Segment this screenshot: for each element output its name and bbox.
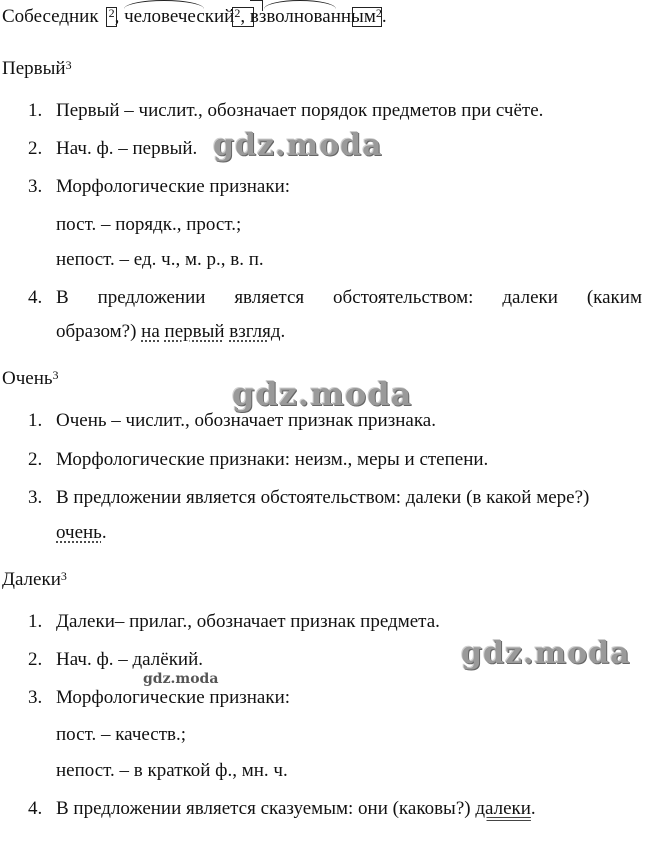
separator: , xyxy=(114,6,125,27)
list-item xyxy=(28,410,436,432)
superscript: 3 xyxy=(60,569,67,583)
item-text: В предложении является обстоятельством: далеки (в какой мере?) xyxy=(56,487,590,508)
item-number: 3. xyxy=(28,687,43,708)
underlined-word: взгляд xyxy=(229,321,281,342)
continuation-line xyxy=(56,522,107,544)
item-number: 2. xyxy=(28,449,43,470)
item-number: 3. xyxy=(28,176,43,197)
list-item xyxy=(28,611,440,633)
text: образом?) xyxy=(56,321,142,342)
sub-line: непост. – в краткой ф., мн. ч. xyxy=(56,760,288,781)
list-item xyxy=(28,138,197,160)
word: является xyxy=(234,287,305,308)
section-heading-ochen xyxy=(2,368,59,390)
item-number: 1. xyxy=(28,410,43,431)
underlined-word: первый xyxy=(164,321,225,342)
item-number: 4. xyxy=(28,798,43,819)
period: . xyxy=(280,321,286,342)
list-item xyxy=(28,100,543,122)
superscript: 2 xyxy=(108,6,115,20)
superscript: 2 xyxy=(234,6,241,20)
item-number: 2. xyxy=(28,649,43,670)
word: далеки xyxy=(502,287,558,308)
item-text: Морфологические признаки: неизм., меры и степени. xyxy=(56,449,489,470)
list-item xyxy=(28,687,290,709)
watermark-logo: gdz.moda xyxy=(213,128,383,163)
word-sobesednik xyxy=(2,6,99,28)
item-text: Далеки– прилаг., обозначает признак предмета. xyxy=(56,611,440,632)
underlined-word: далеки xyxy=(475,798,531,819)
sub-line: пост. – порядк., прост.; xyxy=(56,214,242,235)
continuation-line xyxy=(56,321,285,343)
item-text: Первый – числит., обозначает порядок предметов при счёте. xyxy=(56,100,544,121)
heading-text: Очень xyxy=(2,368,53,389)
item-number: 3. xyxy=(28,487,43,508)
word-text: человеческий xyxy=(124,6,235,27)
superscript: 2 xyxy=(375,6,382,20)
word: В xyxy=(56,287,69,308)
superscript: 3 xyxy=(52,368,59,382)
heading-text: Первый xyxy=(2,58,66,79)
period: . xyxy=(101,522,107,543)
sub-line: пост. – качеств.; xyxy=(56,724,187,745)
list-item xyxy=(28,649,203,671)
superscript: 3 xyxy=(65,58,72,72)
word: обстоятельством: xyxy=(333,287,474,308)
word-vzvolnovannym xyxy=(250,6,376,28)
period: . xyxy=(530,798,536,819)
heading-text: Далеки xyxy=(2,569,61,590)
item-text: Нач. ф. – далёкий. xyxy=(56,649,204,670)
list-item xyxy=(28,176,290,198)
item-text: Нач. ф. – первый. xyxy=(56,138,198,159)
item-number: 1. xyxy=(28,100,43,121)
item-text: Очень – числит., обозначает признак признака. xyxy=(56,410,436,431)
item-text: Морфологические признаки: xyxy=(56,176,291,197)
word: предложении xyxy=(97,287,206,308)
item-number: 1. xyxy=(28,611,43,632)
watermark-logo: gdz.moda xyxy=(232,375,413,413)
underlined-word: на xyxy=(141,321,160,342)
root-arc xyxy=(264,0,336,9)
section-heading-daleki xyxy=(2,569,67,591)
justified-line xyxy=(56,287,642,309)
sub-line: непост. – ед. ч., м. р., в. п. xyxy=(56,249,264,270)
word: (каким xyxy=(586,287,642,308)
separator: , xyxy=(240,6,250,27)
item-text: В предложении является сказуемым: они (каковы?) xyxy=(56,798,476,819)
word-chelovecheskiy xyxy=(124,6,234,28)
list-item-number xyxy=(28,287,56,309)
word-text: Собеседник xyxy=(2,6,99,27)
section-heading-perviy xyxy=(2,58,72,80)
list-item xyxy=(28,449,488,471)
item-number: 2. xyxy=(28,138,43,159)
list-item xyxy=(28,487,589,509)
period: . xyxy=(381,6,387,27)
root-arc xyxy=(124,0,204,9)
underlined-word: очень xyxy=(56,522,102,543)
prefix-mark xyxy=(250,0,263,11)
item-text: Морфологические признаки: xyxy=(56,687,291,708)
word-text: взволнованным xyxy=(249,6,376,27)
watermark-logo-small: gdz.moda xyxy=(143,671,219,687)
watermark-logo: gdz.moda xyxy=(461,636,631,671)
list-item xyxy=(28,798,536,820)
item-number: 4. xyxy=(28,287,43,308)
morphemic-line xyxy=(2,6,387,28)
